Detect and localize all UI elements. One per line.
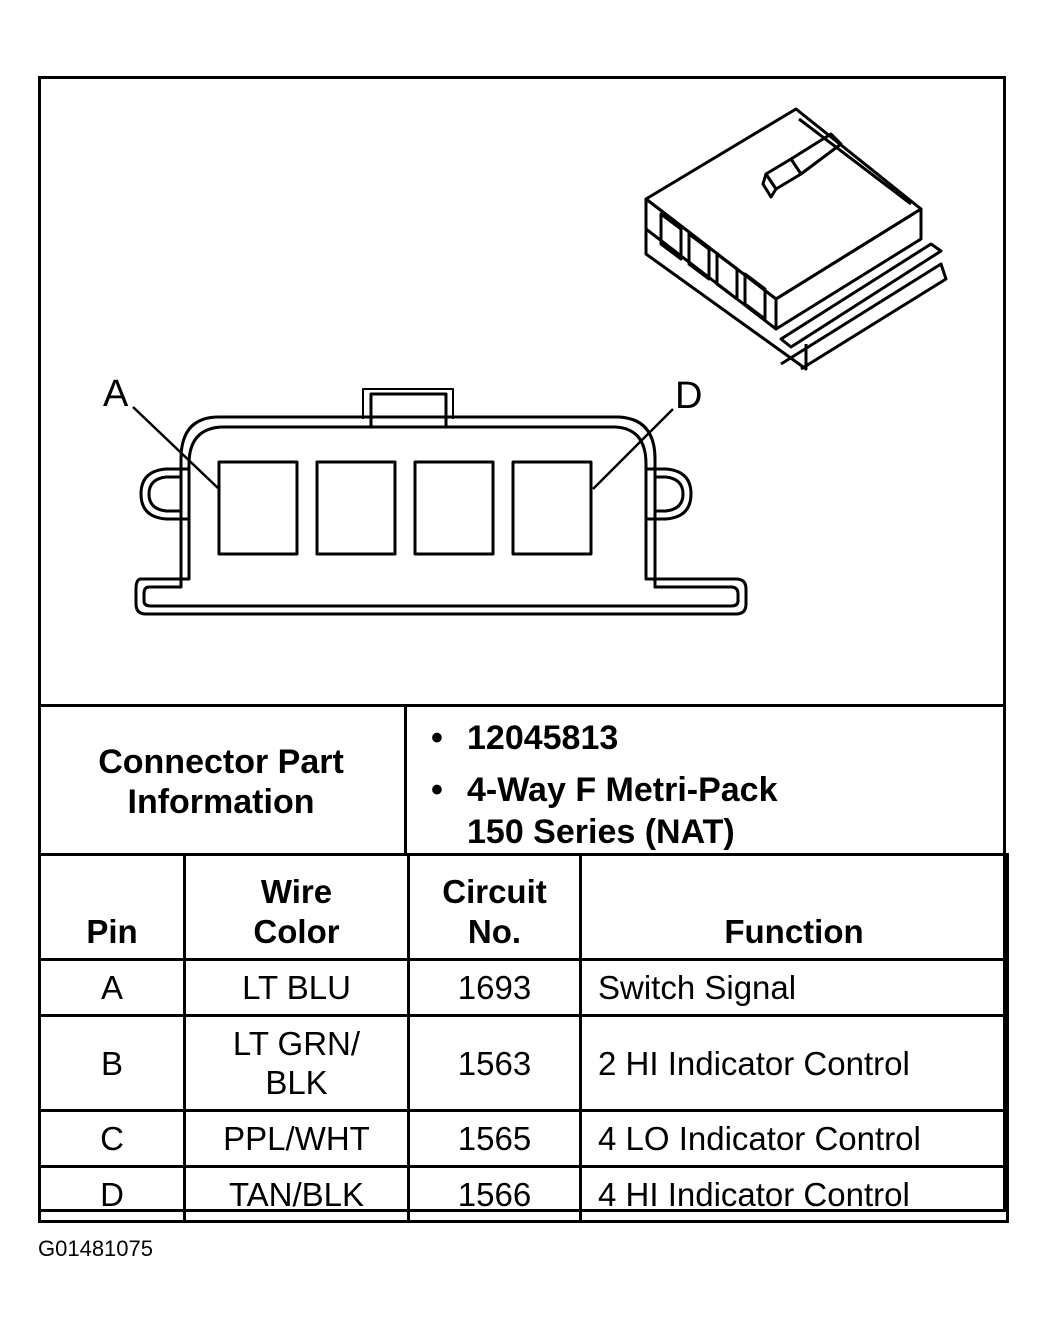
connector-diagram [41,79,1009,784]
cell-wire-color: LT BLU [185,960,409,1016]
pin-label-a: A [103,373,129,415]
cell-circuit: 1565 [409,1111,581,1167]
cell-pin: A [40,960,185,1016]
cell-wire-color: PPL/WHT [185,1111,409,1167]
header-function: Function [581,855,1008,960]
table-row [40,1167,1008,1222]
table-row [40,960,1008,1016]
cavity-d [513,462,591,554]
cell-function: Switch Signal [581,960,1008,1016]
cell-pin: C [40,1111,185,1167]
table-row [40,1111,1008,1167]
connector-info-heading [38,707,407,856]
pinout-table [38,853,1009,1223]
header-wire-color: Wire Color [185,855,409,960]
connector-info-heading-text: Connector Part Information [98,742,344,821]
cavity-a [219,462,297,554]
figure-id: G01481075 [38,1236,153,1261]
cell-function: 4 LO Indicator Control [581,1111,1008,1167]
cavity-c [415,462,493,554]
part-number: • 12045813 [467,717,1006,759]
cell-circuit: 1693 [409,960,581,1016]
connector-drawing [41,79,1009,784]
connector-face [133,389,746,614]
cell-circuit: 1566 [409,1167,581,1222]
table-row [40,1016,1008,1111]
cell-wire-color: LT GRN/ BLK [185,1016,409,1111]
connector-type: • 4-Way F Metri-Pack [467,769,1006,811]
cavity-b [317,462,395,554]
cell-function: 4 HI Indicator Control [581,1167,1008,1222]
table-header-row [40,855,1008,960]
connector-info-details [407,707,1006,856]
cell-pin: D [40,1167,185,1222]
header-pin: Pin [40,855,185,960]
connector-3d-illustration [646,109,946,369]
header-circuit-no: Circuit No. [409,855,581,960]
cell-wire-color: TAN/BLK [185,1167,409,1222]
connector-series: 150 Series (NAT) [467,813,735,851]
pin-label-d: D [675,375,703,417]
cell-function: 2 HI Indicator Control [581,1016,1008,1111]
connector-part-information [38,704,1006,856]
cell-pin: B [40,1016,185,1111]
cell-circuit: 1563 [409,1016,581,1111]
